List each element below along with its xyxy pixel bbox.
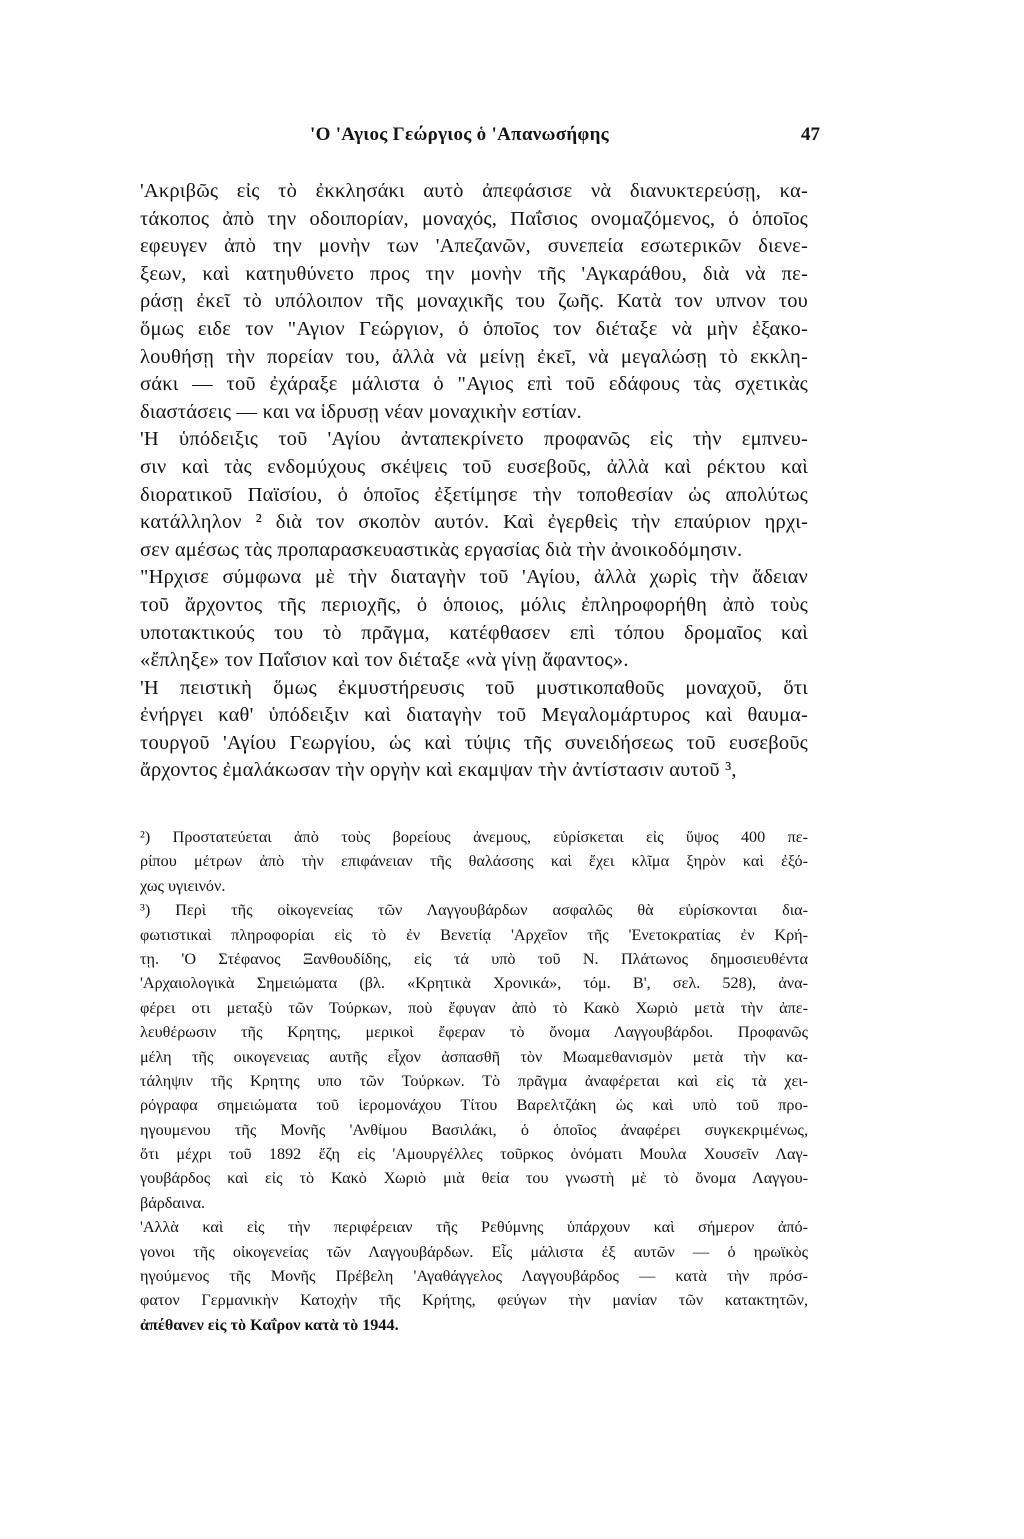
text-line: σιν καὶ τὰς ενδομύχους σκέψεις τοῦ ευσεβοῦς, ἀλλὰ καὶ ρέκτου καὶ [140,455,808,478]
text-line: ὅμως ειδε τον "Αγιον Γεώργιον, ὁ ὁποῖος τον διέταξε νὰ μὴν ἐξακο- [140,317,808,340]
text-line: σάκι — τοῦ ἐχάραξε μάλιστα ὁ "Αγιος επὶ τοῦ εδάφους τὰς σχετικὰς [140,373,808,396]
footnote-line: χως υγιεινόν. [140,876,226,895]
text-line: ἐνήργει καθ' ὑπόδειξιν καὶ διαταγὴν τοῦ Μεγαλομάρτυρος καὶ θαυμα- [140,704,808,727]
text-line: 'Η ὑπόδειξις τοῦ 'Αγίου ἀνταπεκρίνετο προφανῶς εἰς τὴν εμπνευ- [140,428,808,451]
footnote-line: ηγουμενου τῆς Μονῆς 'Ανθίμου Βασιλάκι, ὁ ὁποῖος ἀναφέρει συγκεκριμένως, [140,1120,808,1139]
footnote-line: γουβάρδος καὶ εἰς τὸ Κακὸ Χωριὸ μιὰ θεία του γνωστὴ μὲ τὸ ὄνομα Λαγγου- [140,1169,808,1188]
text-line: σεν αμέσως τὰς προπαρασκευαστικὰς εργασίας διὰ τὴν ἀνοικοδόμησιν. [140,538,743,561]
text-line: τάκοπος ἀπὸ την οδοιπορίαν, μοναχός, Παΐσιος ονομαζόμενος, ὁ ὁποῖος [140,207,808,230]
running-title: 'Ο 'Αγιος Γεώργιος ὁ 'Απανωσήφης [310,124,609,145]
footnote-line: ὅτι μέχρι τοῦ 1892 ἔζη εἰς 'Αμουργέλλες τοῦρκος ὀνόματι Μουλα Χουσεῖν Λαγ- [140,1145,808,1164]
main-text [140,178,808,785]
text-line: λουθήσῃ τὴν πορείαν του, ἀλλὰ νὰ μείνῃ ἐκεῖ, νὰ μεγαλώσῃ τὸ εκκλη- [140,345,808,368]
text-line: ράσῃ ἐκεῖ τὸ υπόλοιπον τῆς μοναχικῆς του ζωῆς. Κατὰ τον υπνον του [140,290,808,313]
text-line: ξεων, καὶ κατηυθύνετο προς την μονὴν τῆς 'Αγκαράθου, διὰ νὰ πε- [140,262,808,285]
footnote-line: 'Αλλὰ καὶ εἰς τὴν περιφέρειαν τῆς Ρεθύμνης ὑπάρχουν καὶ σήμερον ἀπό- [140,1218,808,1237]
page-number: 47 [801,124,820,145]
text-line: κατάλληλον ² διὰ τον σκοπὸν αυτόν. Καὶ ἐγερθεὶς τὴν επαύριον ηρχι- [140,511,808,534]
footnote-line: λευθέρωσιν τῆς Κρητης, μερικοὶ ἔφεραν τὸ ὄνομα Λαγγουβάρδοι. Προφανῶς [140,1023,808,1042]
footnote-line: βάρδαινα. [140,1193,206,1212]
footnote-line: ²) Προστατεύεται ἀπὸ τοὺς βορείους ἀνεμους, εὑρίσκεται εἰς ὕψος 400 πε- [140,828,808,846]
footnote-line: μέλη τῆς οικογενειας αυτῆς εἶχον ἀσπασθῆ τὸν Μωαμεθανισμὸν μετὰ τὴν κα- [140,1047,808,1066]
footnote-line: ³) Περὶ τῆς οἰκογενείας τῶν Λαγγουβάρδων ασφαλῶς θὰ εὑρίσκονται δια- [140,901,808,920]
footnote-line: τῃ. 'Ο Στέφανος Ξανθουδίδης, εἰς τά υπὸ τοῦ Ν. Πλάτωνος δημοσιευθέντα [140,949,808,968]
footnote-line: ἀπέθανεν εἰς τὸ Καΐρον κατὰ τὸ 1944. [140,1315,399,1334]
text-line: «ἔπληξε» τον Παΐσιον καὶ τον διέταξε «νὰ γίνῃ ἄφαντος». [140,649,629,672]
text-line: τοῦ ἄρχοντος τῆς περιοχῆς, ὁ ὁποιος, μόλις ἐπληροφορήθη ἀπὸ τοὺς [140,593,808,616]
footnotes [140,825,808,1337]
text-line: 'Η πειστικὴ ὅμως ἐκμυστήρευσις τοῦ μυστικοπαθοῦς μοναχοῦ, ὅτι [140,676,808,699]
footnote-line: ρόγραφα σημειώματα τοῦ ἱερομονάχου Τίτου Βαρελτζάκη ὡς καὶ υπὸ τοῦ προ- [140,1096,808,1115]
text-line: διορατικοῦ Παϊσίου, ὁ ὁποῖος ἐξετίμησε τὴν τοποθεσίαν ὡς απολύτως [140,483,808,506]
text-line: υποτακτικούς του τὸ πρᾶγμα, κατέφθασεν επὶ τόπου δρομαῖος καὶ [140,621,808,644]
text-line: ἄρχοντος ἐμαλάκωσαν τὴν οργὴν καὶ εκαμψαν τὴν ἀντίστασιν αυτοῦ ³, [140,759,737,782]
text-line: 'Ακριβῶς εἰς τὸ ἐκκλησάκι αυτὸ ἀπεφάσισε νὰ διανυκτερεύσῃ, κα- [140,180,808,202]
text-line: εφευγεν ἀπὸ την μονὴν των 'Απεζανῶν, συνεπεία εσωτερικῶν διενε- [140,235,808,258]
footnote-line: γονοι τῆς οἰκογενείας τῶν Λαγγουβάρδων. Εἷς μάλιστα ἐξ αυτῶν — ὁ ηρωϊκὸς [140,1242,808,1261]
footnote-line: ρίπου μέτρων ἀπὸ τὴν επιφάνειαν τῆς θαλάσσης καὶ ἔχει κλῖμα ξηρὸν καὶ ἐξό- [140,852,808,871]
text-line: τουργοῦ 'Αγίου Γεωργίου, ὡς καὶ τύψις τῆς συνειδήσεως τοῦ ευσεβοῦς [140,731,808,754]
footnote-line: φωτιστικαὶ πληροφορίαι εἰς τὸ ἐν Βενετίᾳ 'Αρχεῖον τῆς 'Ενετοκρατίας ἐν Κρή- [140,925,808,944]
page-header [140,124,820,154]
footnote-line: ηγούμενος τῆς Μονῆς Πρέβελη 'Αγαθάγγελος Λαγγουβάρδος — κατὰ τὴν πρόσ- [140,1267,808,1286]
footnote-line: 'Αρχαιολογικὰ Σημειώματα (βλ. «Κρητικὰ Χρονικά», τόμ. Β', σελ. 528), ἀνα- [140,974,808,993]
text-line: "Ηρχισε σύμφωνα μὲ τὴν διαταγὴν τοῦ 'Αγίου, ἀλλὰ χωρὶς τὴν ἄδειαν [140,566,808,589]
footnote-line: φέρει οτι μεταξὺ τῶν Τούρκων, ποὺ ἔφυγαν ἀπὸ τὸ Κακὸ Χωριὸ μετὰ τὴν ἀπε- [140,998,808,1017]
footnote-line: τάληψιν τῆς Κρητης υπο τῶν Τούρκων. Τὸ πρᾶγμα ἀναφέρεται καὶ εἰς τὰ χει- [140,1071,808,1090]
text-line: διαστάσεις — και να ἱδρυσῃ νέαν μοναχικὴν εστίαν. [140,400,582,423]
footnote-line: φατον Γερμανικὴν Κατοχὴν τῆς Κρήτης, φεύγων τὴν μανίαν τῶν κατακτητῶν, [140,1291,808,1310]
